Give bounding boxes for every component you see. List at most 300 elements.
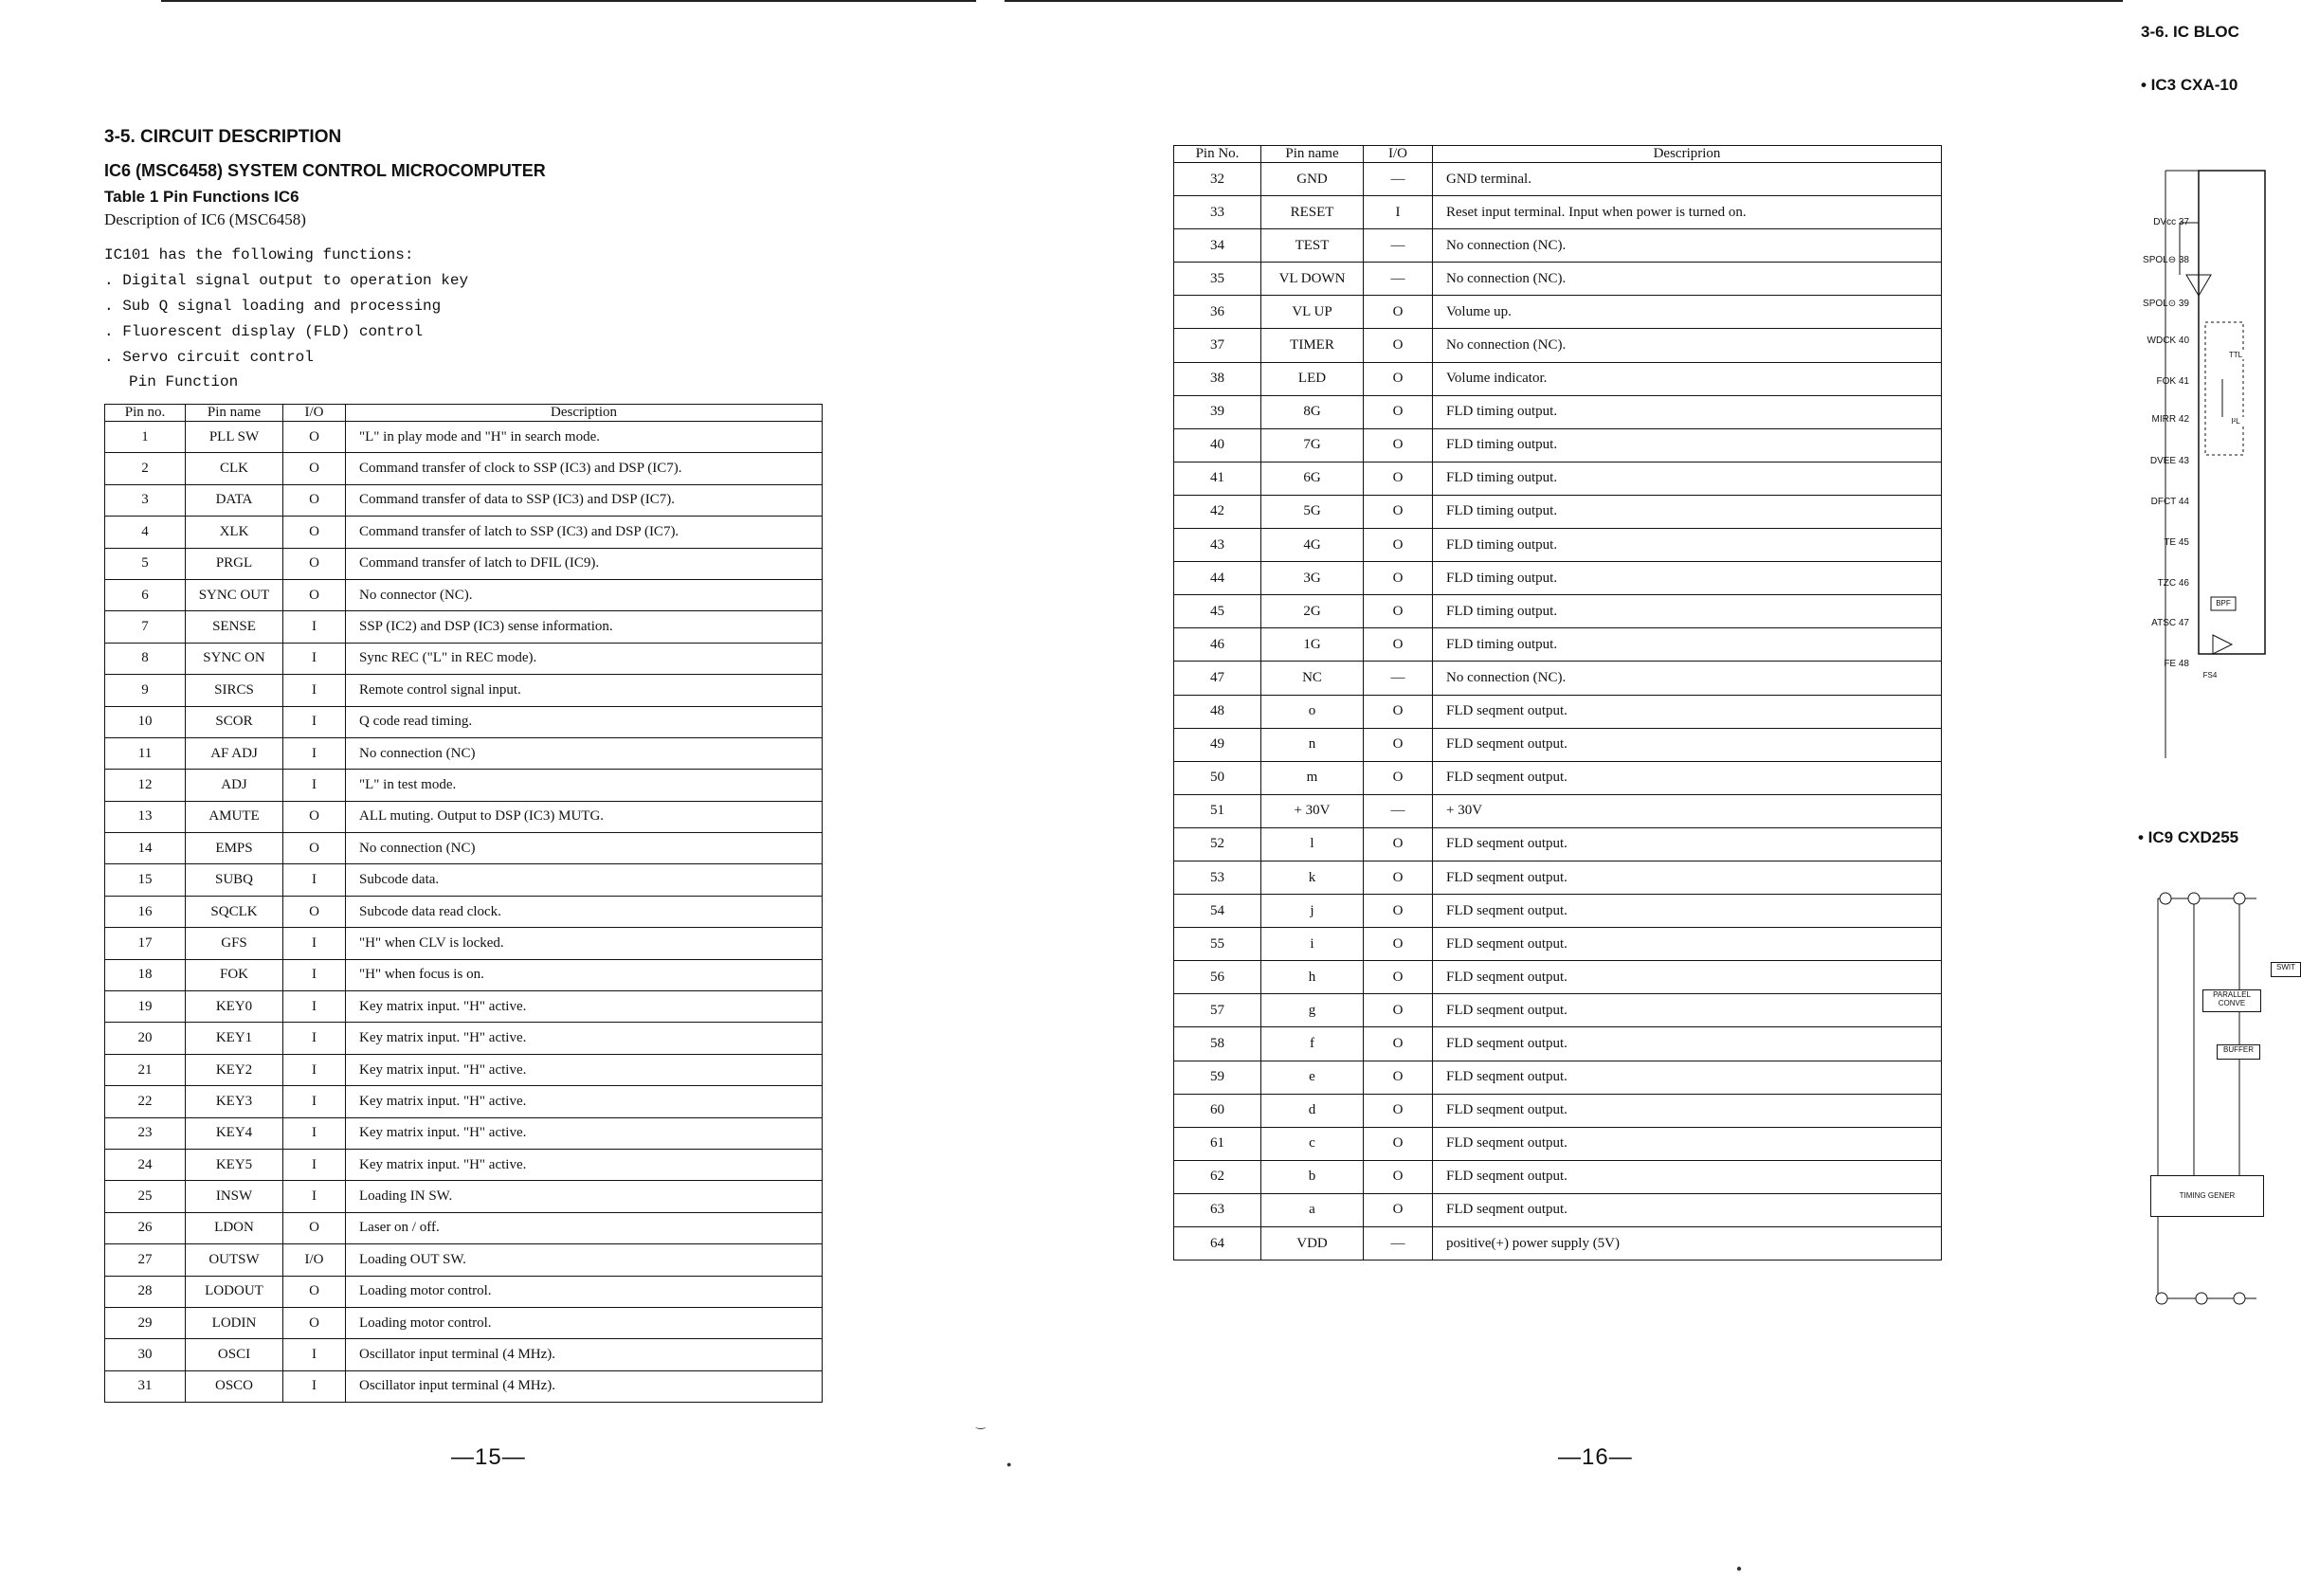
- pin-no-cell: 36: [1174, 296, 1261, 329]
- pin-name-cell: SYNC ON: [186, 643, 283, 674]
- pin-no-cell: 14: [105, 833, 186, 864]
- description-cell: Command transfer of latch to SSP (IC3) and DSP (IC7).: [346, 517, 823, 548]
- description-cell: Key matrix input. "H" active.: [346, 991, 823, 1023]
- pin-no-cell: 21: [105, 1054, 186, 1085]
- io-cell: O: [1364, 1094, 1433, 1127]
- table-row: [1174, 1227, 1942, 1260]
- io-cell: O: [1364, 928, 1433, 961]
- pin-no-cell: 44: [1174, 562, 1261, 595]
- description-cell: Command transfer of data to SSP (IC3) and DSP (IC7).: [346, 484, 823, 516]
- pin-no-cell: 37: [1174, 329, 1261, 362]
- pin-table-left: [104, 404, 823, 1403]
- description-cell: FLD timing output.: [1433, 529, 1942, 562]
- pin-no-cell: 43: [1174, 529, 1261, 562]
- table-row: [105, 1054, 823, 1085]
- description-cell: FLD seqment output.: [1433, 895, 1942, 928]
- pin-name-cell: KEY3: [186, 1086, 283, 1117]
- ic3-pin-label: SPOL⊙ 39: [2143, 299, 2189, 309]
- function-item: . Digital signal output to operation key: [104, 272, 469, 289]
- pin-no-cell: 57: [1174, 994, 1261, 1027]
- io-cell: —: [1364, 1227, 1433, 1260]
- pin-name-cell: LED: [1261, 362, 1364, 395]
- pin-name-cell: n: [1261, 728, 1364, 761]
- pin-no-cell: 11: [105, 737, 186, 769]
- pin-no-cell: 62: [1174, 1160, 1261, 1193]
- io-cell: O: [1364, 329, 1433, 362]
- io-cell: O: [283, 1276, 346, 1307]
- ic3-pin-label: DVEE 43: [2149, 456, 2189, 466]
- pin-name-cell: AF ADJ: [186, 737, 283, 769]
- table-row: [1174, 827, 1942, 861]
- pin-no-cell: 19: [105, 991, 186, 1023]
- pin-no-cell: 45: [1174, 595, 1261, 628]
- ttl-block: [2205, 322, 2243, 455]
- io-cell: O: [283, 801, 346, 832]
- io-cell: I: [283, 928, 346, 959]
- description-cell: ALL muting. Output to DSP (IC3) MUTG.: [346, 801, 823, 832]
- table-row: [1174, 928, 1942, 961]
- table-row: [105, 517, 823, 548]
- description-cell: SSP (IC2) and DSP (IC3) sense information.: [346, 611, 823, 643]
- pin-name-cell: SCOR: [186, 706, 283, 737]
- pin-name-cell: e: [1261, 1061, 1364, 1094]
- ic9-switch-box: SWIT: [2271, 962, 2301, 977]
- ic3-bpf-label: BPF: [2212, 599, 2235, 608]
- pin-name-cell: 5G: [1261, 495, 1364, 528]
- io-cell: O: [283, 1212, 346, 1243]
- table-row: [105, 833, 823, 864]
- pin-no-cell: 49: [1174, 728, 1261, 761]
- description-cell: Laser on / off.: [346, 1212, 823, 1243]
- pin-name-cell: SENSE: [186, 611, 283, 643]
- pin-name-cell: NC: [1261, 662, 1364, 695]
- pin-name-cell: FOK: [186, 959, 283, 990]
- pin-no-cell: 42: [1174, 495, 1261, 528]
- table-row: [105, 579, 823, 610]
- io-cell: I: [283, 991, 346, 1023]
- io-cell: O: [283, 579, 346, 610]
- table-row: [1174, 562, 1942, 595]
- description-cell: Command transfer of latch to DFIL (IC9).: [346, 548, 823, 579]
- io-cell: I: [283, 706, 346, 737]
- description-cell: Subcode data.: [346, 864, 823, 896]
- pin-table-right: [1173, 145, 1942, 1260]
- table-row: [1174, 296, 1942, 329]
- pin-no-cell: 22: [105, 1086, 186, 1117]
- pin-name-cell: m: [1261, 761, 1364, 794]
- pin-no-cell: 8: [105, 643, 186, 674]
- header-io: I/O: [283, 405, 346, 422]
- ic9-parallel-box: PARALLEL CONVE: [2202, 989, 2261, 1012]
- io-cell: O: [1364, 861, 1433, 894]
- description-cell: Key matrix input. "H" active.: [346, 1023, 823, 1054]
- io-cell: I: [1364, 196, 1433, 229]
- description-cell: No connection (NC).: [1433, 229, 1942, 263]
- io-cell: I: [283, 1370, 346, 1402]
- scan-mark: ●: [1006, 1460, 1012, 1469]
- pin-name-cell: XLK: [186, 517, 283, 548]
- table-row: [1174, 196, 1942, 229]
- io-cell: O: [1364, 628, 1433, 662]
- ic9-buffer-box: BUFFER: [2217, 1044, 2260, 1060]
- io-cell: O: [1364, 961, 1433, 994]
- table-row: [1174, 961, 1942, 994]
- pin-no-cell: 3: [105, 484, 186, 516]
- table-row: [1174, 628, 1942, 662]
- description-cell: Reset input terminal. Input when power is turned on.: [1433, 196, 1942, 229]
- description-cell: Remote control signal input.: [346, 675, 823, 706]
- header-pin-name: Pin name: [1261, 146, 1364, 163]
- pin-no-cell: 20: [105, 1023, 186, 1054]
- table-row: [1174, 695, 1942, 728]
- pin-name-cell: b: [1261, 1160, 1364, 1193]
- table-row: [105, 1244, 823, 1276]
- description-cell: Key matrix input. "H" active.: [346, 1054, 823, 1085]
- pin-name-cell: VL UP: [1261, 296, 1364, 329]
- description-cell: No connection (NC).: [1433, 263, 1942, 296]
- description-cell: + 30V: [1433, 794, 1942, 827]
- table-row: [1174, 1127, 1942, 1160]
- ic3-fs4-label: FS4: [2197, 671, 2223, 680]
- io-cell: O: [283, 896, 346, 927]
- table-row: [105, 1086, 823, 1117]
- description-cell: FLD seqment output.: [1433, 1027, 1942, 1061]
- table-row: [105, 1276, 823, 1307]
- function-item: . Sub Q signal loading and processing: [104, 298, 442, 315]
- pin-no-cell: 5: [105, 548, 186, 579]
- ic3-pin-label: DVcc 37: [2153, 217, 2189, 227]
- pin-no-cell: 58: [1174, 1027, 1261, 1061]
- description-cell: FLD seqment output.: [1433, 728, 1942, 761]
- pin-no-cell: 48: [1174, 695, 1261, 728]
- ic3-i2l-label: I²L: [2223, 417, 2248, 426]
- io-cell: O: [1364, 994, 1433, 1027]
- io-cell: I: [283, 1339, 346, 1370]
- description-cell: FLD timing output.: [1433, 462, 1942, 495]
- pin-no-cell: 46: [1174, 628, 1261, 662]
- table-row: [105, 422, 823, 453]
- table-row: [1174, 529, 1942, 562]
- description-cell: FLD seqment output.: [1433, 861, 1942, 894]
- pin-no-cell: 2: [105, 453, 186, 484]
- pin-name-cell: LODIN: [186, 1307, 283, 1338]
- io-cell: I: [283, 959, 346, 990]
- table-row: [105, 801, 823, 832]
- table-row: [105, 1181, 823, 1212]
- pin-name-cell: 1G: [1261, 628, 1364, 662]
- pin-name-cell: 3G: [1261, 562, 1364, 595]
- page-number-left: —15—: [451, 1444, 526, 1470]
- table-row: [105, 737, 823, 769]
- pin-name-cell: i: [1261, 928, 1364, 961]
- description-cell: Loading motor control.: [346, 1276, 823, 1307]
- io-cell: O: [1364, 462, 1433, 495]
- pin-no-cell: 29: [105, 1307, 186, 1338]
- pin-no-cell: 6: [105, 579, 186, 610]
- io-cell: —: [1364, 662, 1433, 695]
- description-cell: "H" when CLV is locked.: [346, 928, 823, 959]
- pin-no-cell: 64: [1174, 1227, 1261, 1260]
- io-cell: O: [283, 484, 346, 516]
- pin-no-cell: 35: [1174, 263, 1261, 296]
- description-cell: No connector (NC).: [346, 579, 823, 610]
- table-row: [105, 864, 823, 896]
- pin-no-cell: 40: [1174, 428, 1261, 462]
- pin-no-cell: 17: [105, 928, 186, 959]
- table-row: [1174, 329, 1942, 362]
- table-row: [1174, 163, 1942, 196]
- io-cell: O: [283, 833, 346, 864]
- pin-no-cell: 18: [105, 959, 186, 990]
- pin-name-cell: KEY2: [186, 1054, 283, 1085]
- io-cell: O: [1364, 728, 1433, 761]
- pin-name-cell: SYNC OUT: [186, 579, 283, 610]
- description-cell: Key matrix input. "H" active.: [346, 1117, 823, 1149]
- io-cell: —: [1364, 263, 1433, 296]
- ic3-pin-label: SPOL⊖ 38: [2143, 255, 2189, 265]
- pin-name-cell: KEY1: [186, 1023, 283, 1054]
- io-cell: I/O: [283, 1244, 346, 1276]
- table-row: [105, 1307, 823, 1338]
- pin-name-cell: k: [1261, 861, 1364, 894]
- intro-text: IC101 has the following functions:: [104, 246, 414, 263]
- pin-function-label: Pin Function: [129, 373, 239, 390]
- ic9-timing-box: TIMING GENER: [2150, 1175, 2264, 1217]
- function-item: . Servo circuit control: [104, 349, 314, 366]
- amp: [2213, 635, 2232, 654]
- io-cell: O: [1364, 428, 1433, 462]
- pin-no-cell: 32: [1174, 163, 1261, 196]
- description-cell: "L" in test mode.: [346, 770, 823, 801]
- pin-name-cell: PLL SW: [186, 422, 283, 453]
- io-cell: —: [1364, 794, 1433, 827]
- pin-no-cell: 39: [1174, 395, 1261, 428]
- table-row: [105, 706, 823, 737]
- io-cell: O: [1364, 362, 1433, 395]
- description-cell: Subcode data read clock.: [346, 896, 823, 927]
- ic9-block-diagram: [2137, 891, 2256, 1308]
- pin-name-cell: ADJ: [186, 770, 283, 801]
- pin-circle: [2234, 1293, 2245, 1304]
- pin-name-cell: LDON: [186, 1212, 283, 1243]
- pin-name-cell: 4G: [1261, 529, 1364, 562]
- description-cell: FLD seqment output.: [1433, 1094, 1942, 1127]
- pin-no-cell: 10: [105, 706, 186, 737]
- table-row: [105, 611, 823, 643]
- description-cell: Sync REC ("L" in REC mode).: [346, 643, 823, 674]
- pin-no-cell: 13: [105, 801, 186, 832]
- pin-name-cell: TIMER: [1261, 329, 1364, 362]
- io-cell: O: [1364, 495, 1433, 528]
- pin-no-cell: 15: [105, 864, 186, 896]
- table-row: [1174, 662, 1942, 695]
- io-cell: I: [283, 643, 346, 674]
- table-row: [105, 675, 823, 706]
- ic3-heading: • IC3 CXA-10: [2141, 76, 2238, 94]
- header-description: Descriprion: [1433, 146, 1942, 163]
- table-row: [105, 959, 823, 990]
- pin-name-cell: g: [1261, 994, 1364, 1027]
- pin-no-cell: 52: [1174, 827, 1261, 861]
- io-cell: —: [1364, 229, 1433, 263]
- description-cell: FLD seqment output.: [1433, 695, 1942, 728]
- description-cell: No connection (NC).: [1433, 662, 1942, 695]
- io-cell: O: [1364, 895, 1433, 928]
- header-pin-name: Pin name: [186, 405, 283, 422]
- io-cell: O: [1364, 1193, 1433, 1226]
- pin-no-cell: 55: [1174, 928, 1261, 961]
- table-row: [1174, 362, 1942, 395]
- pin-name-cell: DATA: [186, 484, 283, 516]
- description-cell: Key matrix input. "H" active.: [346, 1086, 823, 1117]
- pin-circle: [2196, 1293, 2207, 1304]
- ic3-pin-label: MIRR 42: [2151, 414, 2189, 425]
- io-cell: O: [283, 453, 346, 484]
- pin-name-cell: SQCLK: [186, 896, 283, 927]
- description-cell: Volume up.: [1433, 296, 1942, 329]
- description-cell: FLD seqment output.: [1433, 928, 1942, 961]
- description-cell: FLD seqment output.: [1433, 1127, 1942, 1160]
- table-row: [1174, 1094, 1942, 1127]
- function-item: . Fluorescent display (FLD) control: [104, 323, 424, 340]
- pin-no-cell: 53: [1174, 861, 1261, 894]
- table-row: [1174, 462, 1942, 495]
- table-row: [105, 928, 823, 959]
- top-rule-right: [1005, 0, 2123, 2]
- pin-name-cell: f: [1261, 1027, 1364, 1061]
- description-cell: "H" when focus is on.: [346, 959, 823, 990]
- io-cell: O: [1364, 1160, 1433, 1193]
- io-cell: I: [283, 864, 346, 896]
- pin-no-cell: 26: [105, 1212, 186, 1243]
- io-cell: I: [283, 1181, 346, 1212]
- description-cell: No connection (NC): [346, 737, 823, 769]
- io-cell: O: [1364, 1061, 1433, 1094]
- intro-block: [104, 243, 468, 371]
- io-cell: I: [283, 1117, 346, 1149]
- pin-no-cell: 16: [105, 896, 186, 927]
- pin-no-cell: 24: [105, 1149, 186, 1180]
- description-cell: Loading OUT SW.: [346, 1244, 823, 1276]
- pin-name-cell: VL DOWN: [1261, 263, 1364, 296]
- table-row: [1174, 595, 1942, 628]
- description-cell: FLD seqment output.: [1433, 1160, 1942, 1193]
- io-cell: O: [1364, 761, 1433, 794]
- io-cell: I: [283, 1086, 346, 1117]
- pin-name-cell: RESET: [1261, 196, 1364, 229]
- table-row: [1174, 263, 1942, 296]
- pin-no-cell: 47: [1174, 662, 1261, 695]
- pin-name-cell: INSW: [186, 1181, 283, 1212]
- description-cell: FLD timing output.: [1433, 395, 1942, 428]
- description-cell: Volume indicator.: [1433, 362, 1942, 395]
- table-row: [1174, 861, 1942, 894]
- page-number-right: —16—: [1558, 1444, 1633, 1470]
- table-caption: Table 1 Pin Functions IC6: [104, 188, 299, 206]
- ic3-pin-label: FE 48: [2164, 659, 2189, 669]
- io-cell: O: [1364, 562, 1433, 595]
- header-io: I/O: [1364, 146, 1433, 163]
- description-cell: FLD seqment output.: [1433, 961, 1942, 994]
- header-pin-no: Pin no.: [105, 405, 186, 422]
- io-cell: I: [283, 737, 346, 769]
- pin-no-cell: 59: [1174, 1061, 1261, 1094]
- description-cell: Loading motor control.: [346, 1307, 823, 1338]
- ic3-pin-label: TZC 46: [2157, 578, 2189, 589]
- pin-circle: [2234, 893, 2245, 904]
- pin-no-cell: 23: [105, 1117, 186, 1149]
- io-cell: O: [1364, 827, 1433, 861]
- description-cell: No connection (NC).: [1433, 329, 1942, 362]
- table-row: [1174, 895, 1942, 928]
- io-cell: O: [1364, 695, 1433, 728]
- pin-name-cell: EMPS: [186, 833, 283, 864]
- description-cell: FLD timing output.: [1433, 428, 1942, 462]
- ic3-body: [2199, 171, 2265, 654]
- table-row: [105, 1339, 823, 1370]
- pin-name-cell: j: [1261, 895, 1364, 928]
- pin-no-cell: 30: [105, 1339, 186, 1370]
- table-row: [1174, 1160, 1942, 1193]
- table-row: [1174, 1027, 1942, 1061]
- next-section-title: 3-6. IC BLOC: [2141, 23, 2239, 41]
- table-row: [105, 643, 823, 674]
- pin-no-cell: 25: [105, 1181, 186, 1212]
- pin-name-cell: OUTSW: [186, 1244, 283, 1276]
- ic3-pin-label: DFCT 44: [2150, 497, 2189, 507]
- pin-name-cell: 8G: [1261, 395, 1364, 428]
- pin-name-cell: GND: [1261, 163, 1364, 196]
- pin-name-cell: KEY0: [186, 991, 283, 1023]
- io-cell: —: [1364, 163, 1433, 196]
- ic3-pin-label: TE 45: [2164, 537, 2189, 548]
- scan-mark: ‿: [976, 1416, 986, 1429]
- io-cell: O: [1364, 595, 1433, 628]
- pin-name-cell: KEY5: [186, 1149, 283, 1180]
- pin-name-cell: OSCO: [186, 1370, 283, 1402]
- ic3-ttl-label: TTL: [2222, 351, 2249, 359]
- description-cell: Q code read timing.: [346, 706, 823, 737]
- pin-no-cell: 38: [1174, 362, 1261, 395]
- pin-no-cell: 12: [105, 770, 186, 801]
- table-row: [105, 1117, 823, 1149]
- io-cell: O: [1364, 529, 1433, 562]
- io-cell: O: [1364, 296, 1433, 329]
- io-cell: I: [283, 675, 346, 706]
- io-cell: O: [283, 422, 346, 453]
- table-row: [105, 484, 823, 516]
- pin-no-cell: 28: [105, 1276, 186, 1307]
- pin-no-cell: 60: [1174, 1094, 1261, 1127]
- table-row: [1174, 994, 1942, 1027]
- pin-name-cell: SIRCS: [186, 675, 283, 706]
- pin-no-cell: 7: [105, 611, 186, 643]
- io-cell: I: [283, 770, 346, 801]
- scan-mark: ●: [1736, 1564, 1743, 1574]
- description-cell: "L" in play mode and "H" in search mode.: [346, 422, 823, 453]
- table-row: [105, 1370, 823, 1402]
- table-row: [1174, 761, 1942, 794]
- io-cell: I: [283, 611, 346, 643]
- description-cell: FLD timing output.: [1433, 562, 1942, 595]
- ic3-pin-label: WDCK 40: [2147, 336, 2189, 346]
- table-row: [105, 896, 823, 927]
- ic3-pin-label: ATSC 47: [2151, 618, 2189, 628]
- pin-no-cell: 33: [1174, 196, 1261, 229]
- pin-name-cell: 7G: [1261, 428, 1364, 462]
- description-cell: FLD timing output.: [1433, 495, 1942, 528]
- io-cell: O: [283, 1307, 346, 1338]
